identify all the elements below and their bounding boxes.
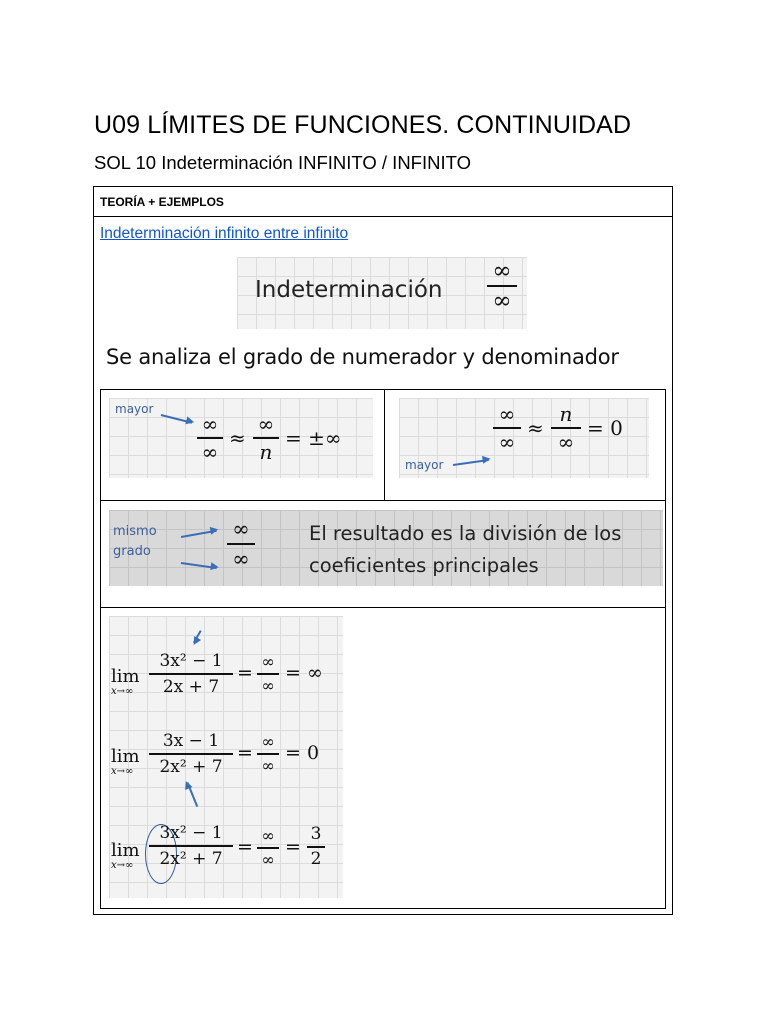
example-3-result — [307, 824, 325, 870]
case3-num: ∞ — [232, 517, 250, 541]
example-3-lim — [111, 842, 140, 872]
case2-num: ∞ — [498, 402, 516, 426]
table-header: TEORÍA + EJEMPLOS — [100, 195, 224, 209]
case1-reduced-den: n — [259, 439, 273, 464]
case2-den: ∞ — [498, 429, 516, 454]
example-2-lim — [111, 748, 140, 778]
example-2-ind-den: ∞ — [261, 755, 275, 775]
case3-fraction — [227, 516, 255, 572]
case3-den: ∞ — [232, 546, 250, 571]
case2-result: = 0 — [587, 416, 623, 440]
example-3-den: 2x² + 7 — [159, 848, 223, 869]
theory-table — [93, 186, 673, 915]
document-subtitle: SOL 10 Indeterminación INFINITO / INFINITO — [94, 152, 471, 173]
case2-reduced-fraction — [551, 402, 581, 454]
case1-den: ∞ — [201, 439, 219, 464]
lim-word: lim — [111, 666, 140, 687]
example-3-ind-den: ∞ — [261, 849, 275, 869]
equals-sign: = — [285, 836, 301, 858]
rule-text: Se analiza el grado de numerador y denominador — [106, 345, 619, 369]
example-1-ind-den: ∞ — [261, 675, 275, 695]
example-1-ind-num: ∞ — [261, 652, 275, 671]
infinity-denominator: ∞ — [492, 287, 512, 314]
example-3-ind-num: ∞ — [261, 826, 275, 845]
equals-sign: = — [237, 662, 253, 684]
lim-subscript: x→∞ — [111, 766, 134, 777]
same-degree-text-1: El resultado es la división de los — [309, 522, 622, 545]
example-1-fraction — [149, 650, 233, 698]
example-2-result: = 0 — [285, 742, 320, 764]
mayor-annotation-2: mayor — [405, 458, 444, 472]
theory-link[interactable]: Indeterminación infinito entre infinito — [100, 225, 349, 242]
arrow-icon — [161, 414, 192, 423]
example-2-ind — [257, 732, 279, 776]
example-1-den: 2x + 7 — [162, 676, 220, 697]
mayor-annotation: mayor — [115, 402, 154, 416]
arrow-icon — [193, 630, 201, 643]
case2-fraction — [493, 402, 521, 454]
equals-sign: = — [237, 836, 253, 858]
indeterminacion-label: Indeterminación — [255, 277, 443, 303]
document-title: U09 LÍMITES DE FUNCIONES. CONTINUIDAD — [94, 111, 632, 139]
example-3-num: 3x² − 1 — [159, 823, 223, 843]
example-3-result-num: 3 — [310, 824, 322, 844]
case-same-degree — [101, 501, 665, 608]
case-denominator-image — [399, 398, 649, 478]
example-1-num: 3x² − 1 — [159, 651, 223, 671]
approx-sign: ≈ — [229, 426, 246, 450]
arrow-icon — [181, 562, 217, 568]
case1-reduced-num: ∞ — [257, 412, 275, 436]
arrow-icon — [453, 459, 489, 465]
examples-image — [109, 616, 343, 898]
equals-sign: = — [237, 742, 253, 764]
case-denominator-higher — [385, 390, 665, 501]
example-3-fraction — [149, 822, 233, 870]
example-2-ind-num: ∞ — [261, 732, 275, 751]
example-1-result: = ∞ — [285, 662, 323, 684]
case1-fraction — [197, 412, 223, 464]
case-numerator-higher — [101, 390, 385, 501]
case1-reduced-fraction — [253, 412, 279, 464]
infinity-fraction — [487, 258, 517, 314]
example-2-fraction — [149, 730, 233, 778]
case2-reduced-num: n — [559, 402, 573, 426]
infinity-numerator: ∞ — [492, 258, 512, 284]
arrow-icon — [181, 530, 217, 538]
example-2-den: 2x² + 7 — [159, 756, 223, 777]
arrow-icon — [187, 782, 198, 807]
mismo-annotation: mismo — [113, 524, 157, 539]
example-1-lim — [111, 668, 140, 698]
case-numerator-image — [109, 398, 373, 478]
lim-subscript: x→∞ — [111, 686, 134, 697]
indeterminacion-image — [237, 257, 527, 329]
examples-cell — [101, 608, 665, 908]
approx-sign-2: ≈ — [527, 416, 544, 440]
case1-num: ∞ — [201, 412, 219, 436]
cases-table — [100, 389, 666, 909]
example-3-result-den: 2 — [310, 848, 322, 869]
table-header-row — [94, 187, 672, 217]
case1-result: = ±∞ — [285, 426, 342, 450]
example-2-num: 3x − 1 — [162, 731, 220, 751]
lim-subscript: x→∞ — [111, 860, 134, 871]
same-degree-text-2: coeficientes principales — [309, 554, 539, 577]
example-1-ind — [257, 652, 279, 696]
grado-annotation: grado — [113, 544, 151, 559]
lim-word: lim — [111, 840, 140, 861]
case2-reduced-den: ∞ — [557, 429, 575, 454]
lim-word: lim — [111, 746, 140, 767]
example-3-ind — [257, 826, 279, 870]
case-same-degree-image — [109, 510, 663, 586]
